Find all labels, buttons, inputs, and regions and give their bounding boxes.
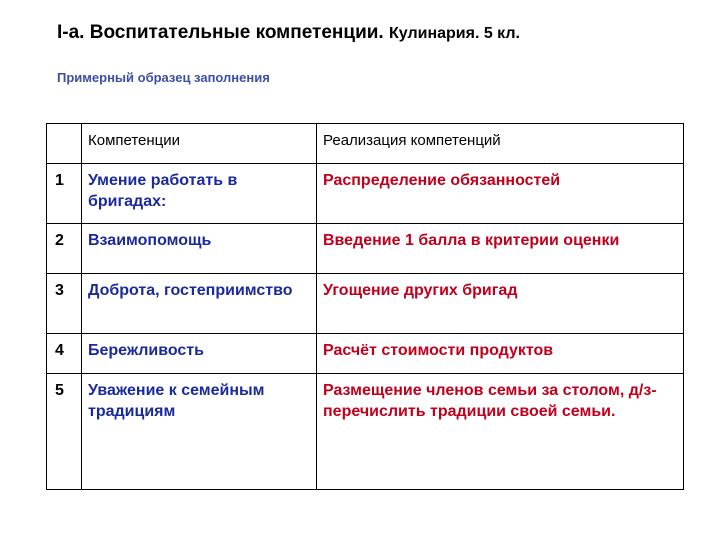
competence-cell: Взаимопомощь <box>82 224 317 274</box>
realization-cell: Распределение обязанностей <box>317 164 684 224</box>
competence-cell: Уважение к семейным традициям <box>82 374 317 490</box>
row-number: 5 <box>47 374 82 490</box>
realization-cell: Введение 1 балла в критерии оценки <box>317 224 684 274</box>
table-row <box>47 224 684 274</box>
title-sub: Кулинария. 5 кл. <box>388 25 520 42</box>
table-row <box>47 374 684 490</box>
realization-cell: Расчёт стоимости продуктов <box>317 334 684 374</box>
table-row <box>47 164 684 224</box>
page-title <box>57 22 520 44</box>
row-number: 4 <box>47 334 82 374</box>
competence-table <box>46 123 684 490</box>
row-number: 3 <box>47 274 82 334</box>
competence-cell: Доброта, гостеприимство <box>82 274 317 334</box>
header-number <box>47 124 82 164</box>
title-main: I-а. Воспитательные компетенции. <box>57 22 384 43</box>
row-number: 2 <box>47 224 82 274</box>
table-row <box>47 274 684 334</box>
page-subtitle: Примерный образец заполнения <box>57 70 270 85</box>
competence-cell: Умение работать в бригадах: <box>82 164 317 224</box>
table-header-row <box>47 124 684 164</box>
competence-cell: Бережливость <box>82 334 317 374</box>
realization-cell: Угощение других бригад <box>317 274 684 334</box>
header-realization: Реализация компетенций <box>317 124 684 164</box>
row-number: 1 <box>47 164 82 224</box>
table-row <box>47 334 684 374</box>
realization-cell: Размещение членов семьи за столом, д/з- перечислить традиции своей семьи. <box>317 374 684 490</box>
header-competence: Компетенции <box>82 124 317 164</box>
